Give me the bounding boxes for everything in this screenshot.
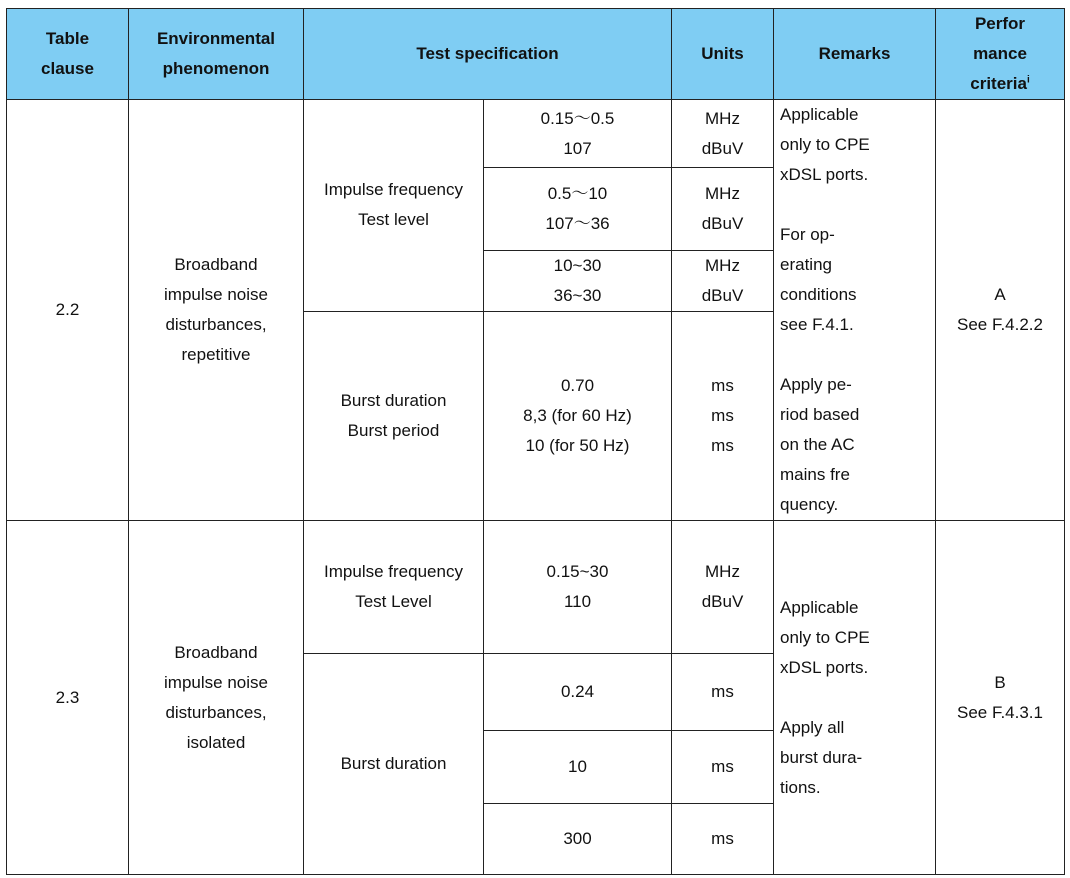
header-remarks: Remarks <box>774 9 936 100</box>
unit-cell: MHz dBuV <box>672 250 774 311</box>
value-cell: 300 <box>484 804 672 875</box>
unit-cell: ms <box>672 731 774 804</box>
criteria-cell: B See F.4.3.1 <box>936 521 1065 875</box>
footnote-marker: i <box>1026 74 1030 86</box>
remarks-cell: Applicable only to CPE xDSL ports. Apply all burst dura- tions. <box>774 521 936 875</box>
unit-cell: ms <box>672 654 774 731</box>
unit-cell: ms ms ms <box>672 311 774 520</box>
parameter-cell: Burst duration Burst period <box>304 311 484 520</box>
criteria-cell: A See F.4.2.2 <box>936 100 1065 521</box>
value-cell: 0.15～0.5 107 <box>484 100 672 168</box>
value-cell: 0.15~30 110 <box>484 521 672 654</box>
parameter-cell: Impulse frequency Test level <box>304 100 484 312</box>
test-specification-table <box>6 8 1065 875</box>
clause-cell: 2.3 <box>7 521 129 875</box>
table-row <box>7 100 1065 168</box>
table-row <box>7 521 1065 654</box>
header-units: Units <box>672 9 774 100</box>
parameter-cell: Burst duration <box>304 654 484 875</box>
header-environmental-phenomenon: Environmental phenomenon <box>129 9 304 100</box>
value-cell: 0.70 8,3 (for 60 Hz) 10 (for 50 Hz) <box>484 311 672 520</box>
value-cell: 10~30 36~30 <box>484 250 672 311</box>
phenomenon-cell: Broadband impulse noise disturbances, repetitive <box>129 100 304 521</box>
header-table-clause: Table clause <box>7 9 129 100</box>
phenomenon-cell: Broadband impulse noise disturbances, isolated <box>129 521 304 875</box>
remarks-cell: Applicable only to CPE xDSL ports. For op- erating conditions see F.4.1. Apply pe- riod based on the AC mains fre quency. <box>774 100 936 521</box>
header-performance-criteria: Perfor mance criteria$^i$ <box>936 9 1065 100</box>
parameter-cell: Impulse frequency Test Level <box>304 521 484 654</box>
unit-cell: ms <box>672 804 774 875</box>
header-row <box>7 9 1065 100</box>
unit-cell: MHz dBuV <box>672 100 774 168</box>
clause-cell: 2.2 <box>7 100 129 521</box>
header-test-specification: Test specification <box>304 9 672 100</box>
unit-cell: MHz dBuV <box>672 168 774 250</box>
value-cell: 10 <box>484 731 672 804</box>
unit-cell: MHz dBuV <box>672 521 774 654</box>
value-cell: 0.24 <box>484 654 672 731</box>
value-cell: 0.5～10 107～36 <box>484 168 672 250</box>
